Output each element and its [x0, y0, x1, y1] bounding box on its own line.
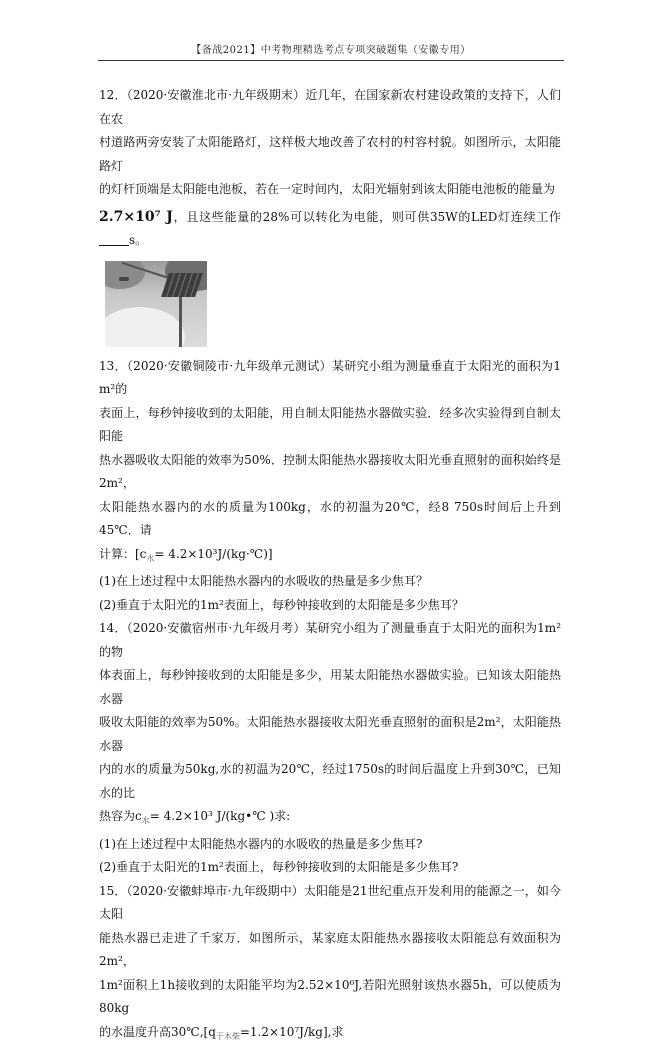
text-line: 1m²面积上1h接收到的太阳能平均为2.52×10⁶J,若阳光照射该热水器5h，可以使质为80kg: [99, 974, 561, 1021]
page-header: 【备战2021】中考物理精选考点专项突破题集（安徽专用）: [98, 41, 564, 56]
text-line: 热水器吸收太阳能的效率为50%．控制太阳能热水器接收太阳光垂直照射的面积始终是2m²，: [99, 449, 561, 496]
text-fragment: ，且这些能量的28%可以转化为电能，则可供35W的LED灯连续工作: [173, 210, 561, 224]
text-line: [99, 805, 561, 833]
text-line: [99, 206, 561, 253]
question-12: [99, 84, 561, 253]
text-line: 吸收太阳能的效率为50%。太阳能热水器接收太阳光垂直照射的面积是2m²，太阳能热水器: [99, 711, 561, 758]
subscript: 干木柴: [216, 1032, 240, 1041]
question-14: [99, 617, 561, 880]
text-line: 内的水的质量为50kg,水的初温为20℃，经过1750s的时间后温度上升到30℃，已知水的比: [99, 758, 561, 805]
text-fragment: 热容为c: [99, 809, 142, 823]
text-line: 15．（2020·安徽蚌埠市·九年级期中）太阳能是21世纪重点开发利用的能源之一，如今太阳: [99, 880, 561, 927]
energy-value: 2.7×10⁷ J: [99, 209, 173, 225]
text-fragment: 计算：[c: [99, 547, 146, 561]
sub-question: (2)垂直于太阳光的1m²表面上，每秒钟接收到的太阳能是多少焦耳?: [99, 856, 561, 880]
header-divider: [98, 60, 564, 61]
text-fragment: s。: [129, 233, 147, 247]
text-line: 村道路两旁安装了太阳能路灯，这样极大地改善了农村的村容村貌。如图所示，太阳能路灯: [99, 131, 561, 178]
text-fragment: = 4.2×10³ J/(kg•℃ )求:: [150, 809, 290, 823]
sub-question: (1)在上述过程中太阳能热水器内的水吸收的热量是多少焦耳？: [99, 570, 561, 594]
subscript: 水: [146, 554, 154, 563]
solar-street-lamp-photo: [105, 261, 207, 347]
text-fragment: 的水温度升高30℃,[q: [99, 1025, 216, 1039]
answer-blank: [99, 231, 129, 246]
sub-question: (1)在上述过程中太阳能热水器内的水吸收的热量是多少焦耳?: [99, 833, 561, 857]
text-line: 体表面上，每秒钟接收到的太阳能是多少，用某太阳能热水器做实验。已知该太阳能热水器: [99, 664, 561, 711]
text-line: 14．（2020·安徽宿州市·九年级月考）某研究小组为了测量垂直于太阳光的面积为1m²的物: [99, 617, 561, 664]
text-line: [99, 1021, 561, 1048]
text-line: 12．（2020·安徽淮北市·九年级期末）近几年，在国家新农村建设政策的支持下，人们在农: [99, 84, 561, 131]
text-fragment: =1.2×10⁷J/kg],求: [240, 1025, 344, 1039]
text-line: 13．（2020·安徽铜陵市·九年级单元测试）某研究小组为测量垂直于太阳光的面积为1 m²的: [99, 355, 561, 402]
text-fragment: = 4.2×10³J/(kg·℃)]: [154, 547, 272, 561]
subscript: 水: [142, 816, 150, 825]
text-line: 表面上，每秒钟接收到的太阳能，用自制太阳能热水器做实验．经多次实验得到自制太阳能: [99, 402, 561, 449]
text-line: 太阳能热水器内的水的质量为100kg，水的初温为20℃，经8 750s时间后上升到45℃．请: [99, 496, 561, 543]
document-body: [99, 84, 561, 1048]
question-15: [99, 880, 561, 1048]
sub-question: (2)垂直于太阳光的1m²表面上，每秒钟接收到的太阳能是多少焦耳？: [99, 594, 561, 618]
text-line: [99, 543, 561, 571]
text-line: 能热水器已走进了千家万．如图所示，某家庭太阳能热水器接收太阳能总有效面积为2m²，: [99, 927, 561, 974]
question-13: [99, 355, 561, 618]
text-line: 的灯杆顶端是太阳能电池板，若在一定时间内，太阳光辐射到该太阳能电池板的能量为: [99, 178, 561, 202]
